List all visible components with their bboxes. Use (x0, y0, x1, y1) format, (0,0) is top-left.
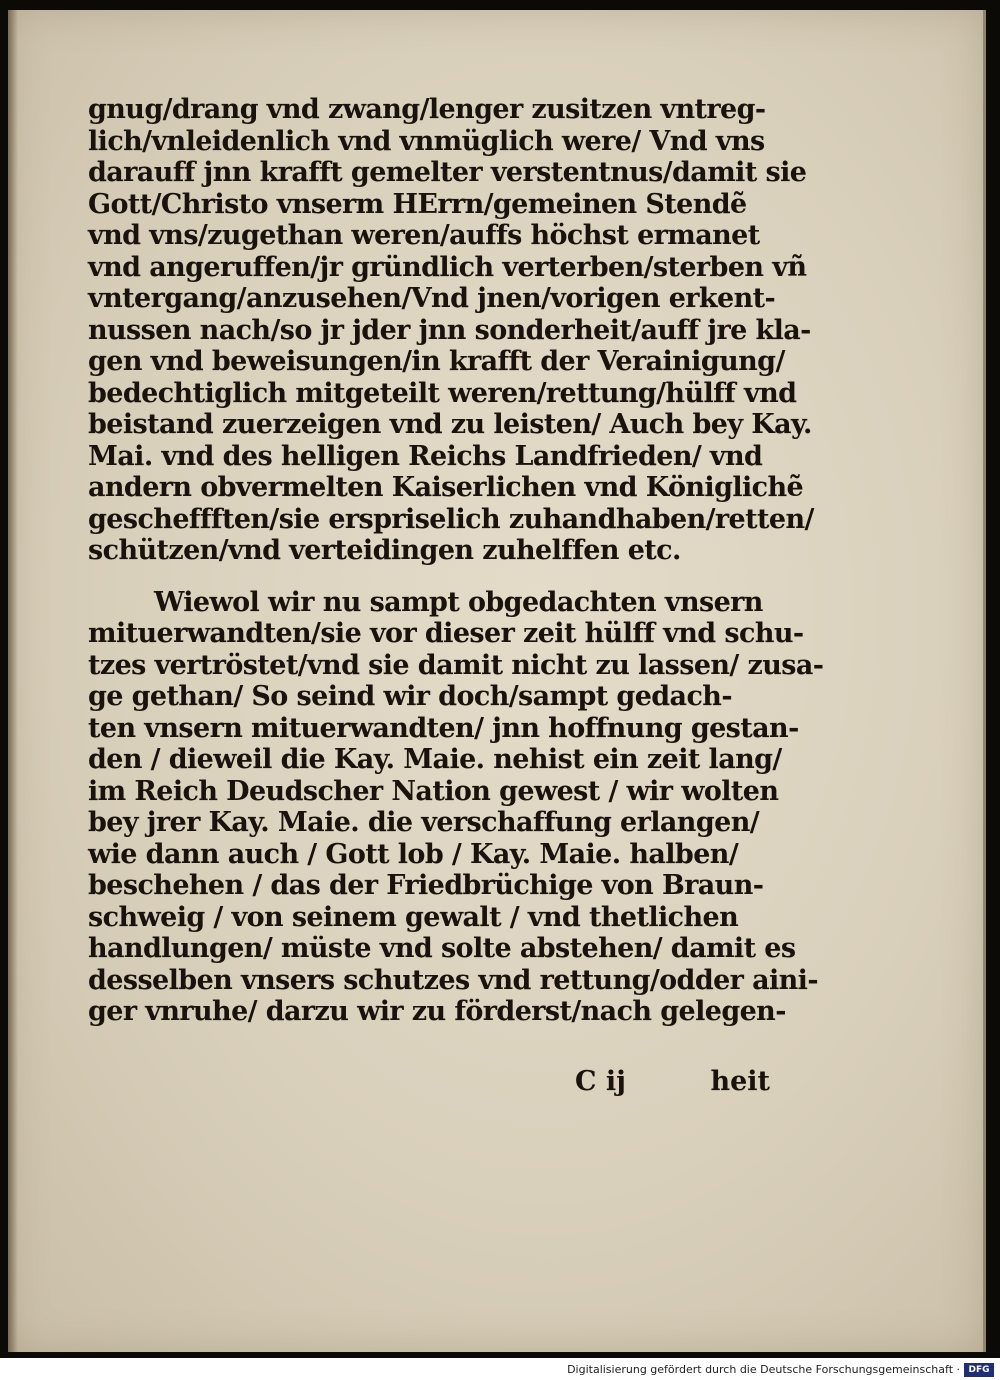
text-line: den / dieweil die Kay. Maie. nehist ein zeit lang/ (88, 744, 782, 775)
text-line: wie dann auch / Gott lob / Kay. Maie. halben/ (88, 838, 739, 870)
text-line: beschehen / das der Friedbrüchige von Braun- (88, 870, 764, 901)
text-line: bey jrer Kay. Maie. die verschaffung erlangen/ (88, 807, 759, 838)
text-line: ger vnruhe/ darzu wir zu förderst/nach gelegen- (88, 996, 786, 1027)
page-signature-line (575, 1066, 770, 1104)
footer-bar (0, 1360, 1000, 1380)
text-line: beistand zuerzeigen vnd zu leisten/ Auch bey Kay. (88, 409, 812, 440)
text-line: gescheffften/sie erspriselich zuhandhaben/retten/ (88, 503, 814, 535)
text-line: im Reich Deudscher Nation gewest / wir wolten (88, 775, 779, 807)
text-line: darauff jnn krafft gemelter verstentnus/damit sie (88, 157, 807, 188)
text-line: Mai. vnd des helligen Reichs Landfrieden/ vnd (88, 440, 763, 472)
text-line: ge gethan/ So seind wir doch/sampt gedach- (88, 681, 732, 712)
text-line: Gott/Christo vnserm HErrn/gemeinen Stendẽ (88, 188, 747, 220)
text-line: bedechtiglich mitgeteilt weren/rettung/hülff vnd (88, 377, 797, 409)
catchword: heit (710, 1066, 770, 1097)
signature-mark: C ij (575, 1066, 626, 1097)
dfg-logo: DFG (964, 1363, 994, 1377)
text-line: vnd angeruffen/jr gründlich verterben/sterben vñ (88, 251, 807, 283)
text-line: vnd vns/zugethan weren/auffs höchst ermanet (88, 220, 760, 251)
text-line: gnug/drang vnd zwang/lenger zusitzen vntreg- (88, 94, 766, 125)
text-line: vntergang/anzusehen/Vnd jnen/vorigen erkent- (88, 283, 776, 314)
text-line: andern obvermelten Kaiserlichen vnd Königlichẽ (88, 472, 804, 503)
page-text (88, 94, 824, 1028)
text-line: tzes vertröstet/vnd sie damit nicht zu lassen/ zusa- (88, 649, 824, 681)
text-line: lich/vnleidenlich vnd vnmüglich were/ Vnd vns (88, 125, 765, 157)
text-line: desselben vnsers schutzes vnd rettung/odder aini- (88, 964, 818, 996)
text-line: ten vnsern mituerwandten/ jnn hoffnung gestan- (88, 712, 799, 744)
funding-credit: Digitalisierung gefördert durch die Deutsche Forschungsgemeinschaft · (567, 1363, 960, 1376)
text-line: schweig / von seinem gewalt / vnd thetlichen (88, 901, 739, 933)
page-gutter-shadow (8, 10, 18, 1352)
text-line: schützen/vnd verteidingen zuhelffen etc. (88, 535, 681, 566)
text-line: mituerwandten/sie vor dieser zeit hülff vnd schu- (88, 618, 804, 649)
text-line: nussen nach/so jr jder jnn sonderheit/auff jre kla- (88, 314, 811, 346)
text-line: gen vnd beweisungen/in krafft der Verainigung/ (88, 346, 785, 377)
text-line: handlungen/ müste vnd solte abstehen/ damit es (88, 933, 796, 964)
text-line: Wiewol wir nu sampt obgedachten vnsern (154, 586, 763, 618)
